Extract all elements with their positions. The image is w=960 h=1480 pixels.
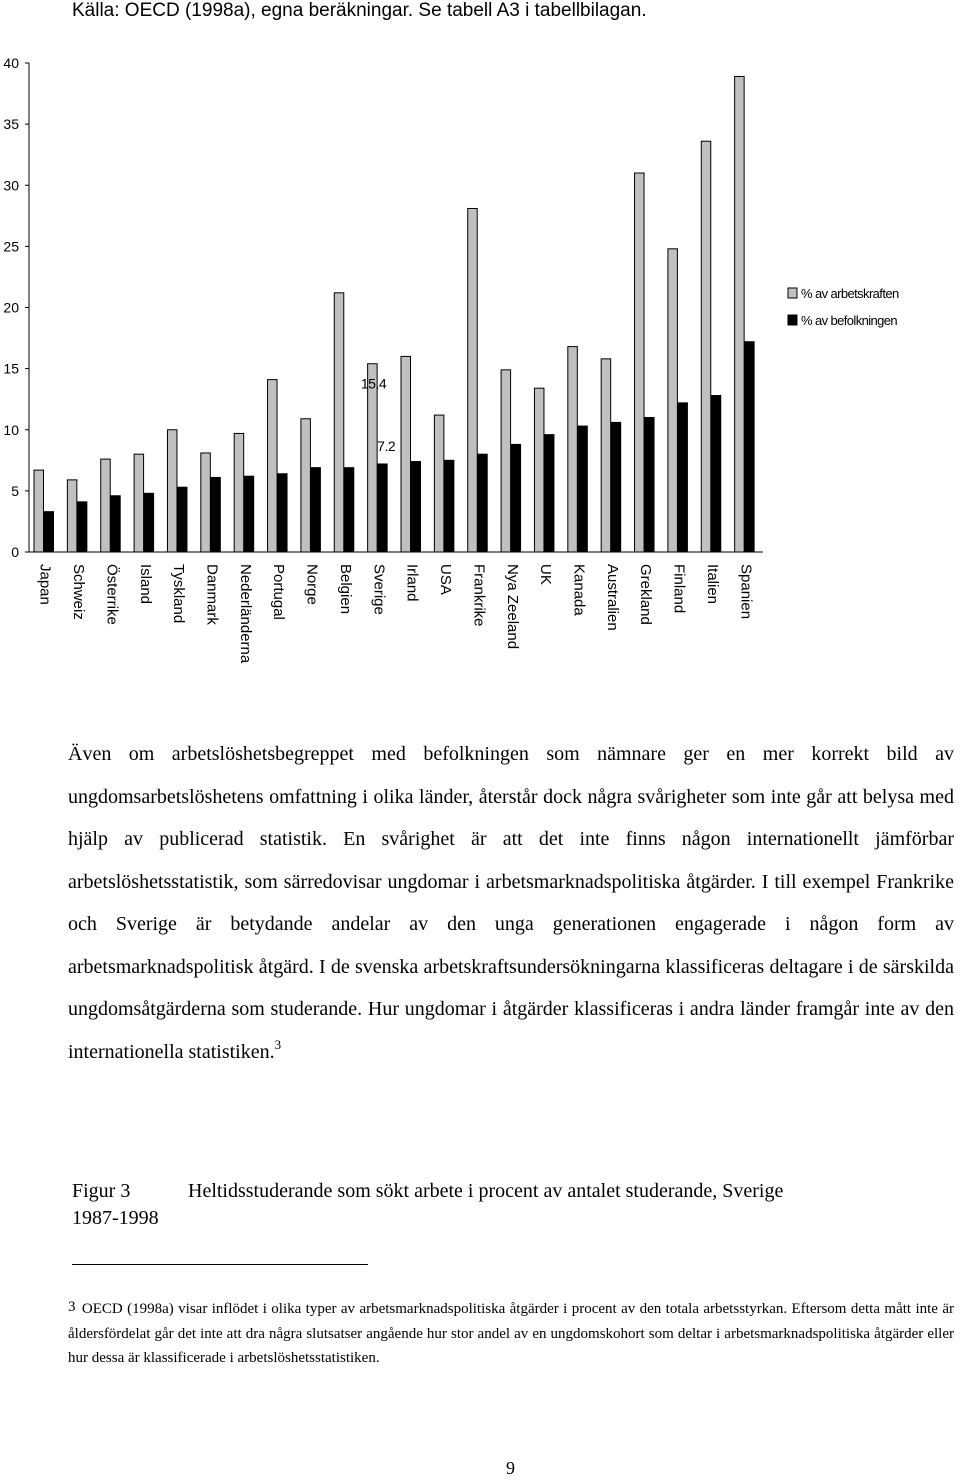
bar-befolkning xyxy=(211,477,221,552)
y-tick-label: 30 xyxy=(3,177,19,194)
figure-title-years: 1987-1998 xyxy=(72,1207,159,1229)
bar-befolkning xyxy=(344,468,354,552)
bar-arbetskraft xyxy=(268,380,278,552)
bar-befolkning xyxy=(311,468,321,552)
bar-befolkning xyxy=(444,460,454,552)
category-label: Österrike xyxy=(103,564,121,625)
bar-arbetskraft xyxy=(468,208,478,552)
bar-befolkning xyxy=(478,454,488,552)
data-label-sverige-befolkning: 7.2 xyxy=(377,437,396,454)
legend-swatch xyxy=(788,315,797,325)
bar-arbetskraft xyxy=(701,141,711,552)
bar-arbetskraft xyxy=(501,370,511,552)
y-tick-label: 35 xyxy=(3,116,19,133)
category-label: Italien xyxy=(703,564,721,605)
footnote-text: OECD (1998a) visar inflödet i olika typer av arbetsmarknadspolitiska åtgärder i procent av den totala arbetsstyrkan. Eftersom detta mått inte är åldersfördelat går det inte att dra några slutsatser angående hur stor andel av en ungdomskohort som deltar i arbetsmarknadspolitiska åtgärder eller hur dessa är klassificerade i arbetslöshetsstatistiken. xyxy=(68,1301,954,1366)
bar-arbetskraft xyxy=(134,454,144,552)
category-label: UK xyxy=(537,564,555,585)
legend-swatch xyxy=(788,288,797,298)
bar-befolkning xyxy=(144,493,154,552)
y-tick-label: 20 xyxy=(3,299,19,316)
category-label: Danmark xyxy=(203,564,221,625)
bar-befolkning xyxy=(411,462,421,552)
bar-arbetskraft xyxy=(568,347,578,552)
bar-befolkning xyxy=(278,474,288,552)
bar-befolkning xyxy=(745,342,755,552)
bar-befolkning xyxy=(111,496,121,552)
y-tick-label: 10 xyxy=(3,421,19,438)
bar-befolkning xyxy=(711,396,721,552)
category-label: Japan xyxy=(36,564,54,605)
category-label: Schweiz xyxy=(70,564,88,620)
y-tick-label: 5 xyxy=(11,482,19,499)
bar-befolkning xyxy=(77,502,87,552)
chart-data-labels xyxy=(361,376,396,454)
category-label: Portugal xyxy=(270,564,288,620)
chart-source: Källa: OECD (1998a), egna beräkningar. Se tabell A3 i tabellbilagan. xyxy=(72,0,647,21)
y-tick-label: 15 xyxy=(3,360,19,377)
bar-arbetskraft xyxy=(167,430,177,552)
y-tick-label: 40 xyxy=(3,55,19,71)
category-label: Irland xyxy=(403,564,421,602)
bar-arbetskraft xyxy=(635,173,645,552)
bar-befolkning xyxy=(244,476,254,552)
bar-befolkning xyxy=(44,512,54,552)
bar-befolkning xyxy=(511,444,521,552)
category-label: Nya Zeeland xyxy=(503,564,521,650)
bar-arbetskraft xyxy=(334,293,344,552)
chart-bars xyxy=(34,76,754,552)
footnote xyxy=(68,1297,954,1371)
chart-category-labels xyxy=(37,564,755,664)
bar-befolkning xyxy=(378,464,388,552)
figure-title: Heltidsstuderande som sökt arbete i procent av antalet studerande, Sverige xyxy=(188,1180,784,1202)
bar-arbetskraft xyxy=(534,388,544,552)
category-label: Grekland xyxy=(637,564,655,625)
bar-arbetskraft xyxy=(668,249,678,552)
category-label: Belgien xyxy=(336,564,354,615)
category-label: Finland xyxy=(670,564,688,614)
bar-arbetskraft xyxy=(234,433,244,552)
y-tick-label: 0 xyxy=(11,544,19,560)
bar-arbetskraft xyxy=(401,356,411,552)
page-number: 9 xyxy=(506,1458,515,1478)
bar-arbetskraft xyxy=(301,419,311,552)
bar-befolkning xyxy=(544,435,554,552)
bar-befolkning xyxy=(678,403,688,552)
category-label: Nederländerna xyxy=(236,564,254,664)
y-tick-label: 25 xyxy=(3,238,19,255)
bar-arbetskraft xyxy=(34,470,44,552)
category-label: Tyskland xyxy=(170,564,188,624)
bar-arbetskraft xyxy=(368,364,378,552)
category-label: USA xyxy=(437,564,455,595)
bar-arbetskraft xyxy=(434,415,444,552)
category-label: Frankrike xyxy=(470,564,488,627)
category-label: Kanada xyxy=(570,564,588,616)
bar-arbetskraft xyxy=(67,480,77,552)
bar-arbetskraft xyxy=(201,453,211,552)
category-label: Island xyxy=(136,564,154,605)
bar-arbetskraft xyxy=(601,359,611,552)
bar-befolkning xyxy=(645,418,655,552)
body-paragraph xyxy=(68,733,954,1073)
category-label: Australien xyxy=(603,564,621,631)
bar-befolkning xyxy=(611,422,621,552)
category-label: Sverige xyxy=(370,564,388,615)
category-label: Spanien xyxy=(737,564,755,620)
footnote-reference: 3 xyxy=(274,1036,282,1052)
bar-befolkning xyxy=(177,487,187,552)
legend-label: % av arbetskraften xyxy=(801,286,899,301)
category-label: Norge xyxy=(303,564,321,605)
data-label-sverige-arbetskraft: 15.4 xyxy=(360,375,387,392)
chart-legend xyxy=(788,286,899,328)
paragraph-text: Även om arbetslöshetsbegreppet med befolkningen som nämnare ger en mer korrekt bild av ungdomsarbetslöshetens omfattning i olika länder, återstår dock några svårigheter som inte går att belysa med hjälp av publicerad statistik. En svårighet är att det inte finns någon internationellt jämförbar arbetslöshetsstatistik, som särredovisar ungdomar i arbetsmarknadspolitiska åtgärder. I till exempel Frankrike och Sverige är betydande andelar av den unga generationen engagerade i någon form av arbetsmarknadspolitisk åtgärd. I de svenska arbetskraftsundersökningarna klassificeras deltagare i de särskilda ungdomsåtgärderna som studerande. Hur ungdomar i åtgärder klassificeras i andra länder framgår inte av den internationella statistiken. xyxy=(68,743,954,1063)
bar-arbetskraft xyxy=(101,459,111,552)
footnote-mark: 3 xyxy=(68,1299,76,1315)
bar-chart xyxy=(0,30,960,690)
bar-befolkning xyxy=(578,426,588,552)
bar-arbetskraft xyxy=(735,76,745,552)
figure-number: Figur 3 xyxy=(72,1180,131,1202)
legend-label: % av befolkningen xyxy=(801,313,898,328)
footnote-divider xyxy=(72,1264,368,1265)
